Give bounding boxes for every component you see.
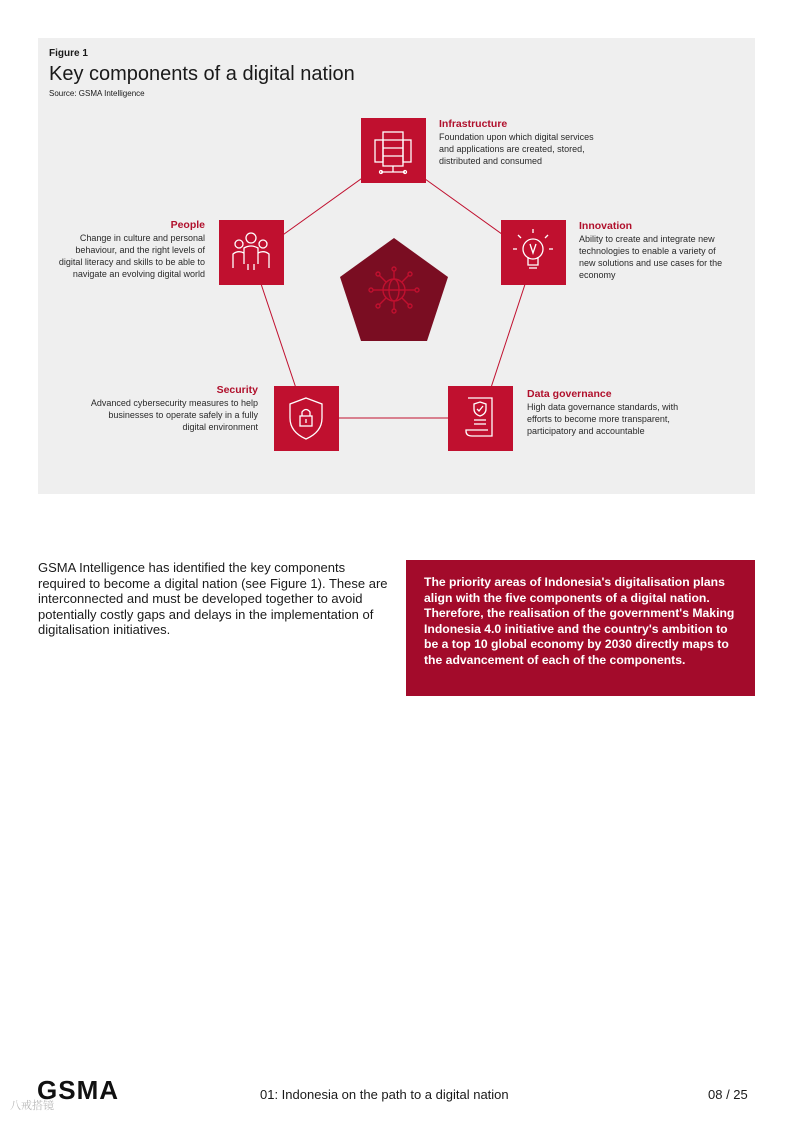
people-node — [219, 220, 284, 285]
callout-box — [406, 560, 755, 696]
server-rack-icon — [361, 118, 426, 183]
innovation-description — [579, 219, 729, 281]
globe-network-icon — [369, 267, 419, 313]
people-group-icon — [219, 220, 284, 285]
shield-lock-icon — [274, 386, 339, 451]
infrastructure-title: Infrastructure — [439, 118, 508, 130]
security-title: Security — [216, 384, 258, 396]
infrastructure-node — [361, 118, 426, 183]
figure-title: Key components of a digital nation — [49, 63, 355, 85]
infrastructure-description — [439, 117, 599, 167]
infrastructure-text: Foundation upon which digital services and applications are created, stored, distributed and consumed — [439, 132, 594, 166]
innovation-title: Innovation — [579, 220, 633, 232]
data-governance-description — [527, 387, 692, 437]
people-text: Change in culture and personal behaviour, and the right levels of digital literacy and skills to be able to navigate an evolving digital world — [58, 233, 205, 279]
people-title: People — [170, 219, 205, 231]
lightbulb-icon — [501, 220, 566, 285]
security-text: Advanced cybersecurity measures to help businesses to operate safely in a fully digital environment — [90, 398, 258, 432]
security-description — [83, 383, 258, 433]
security-node — [274, 386, 339, 451]
center-globe-pentagon — [340, 238, 448, 341]
figure-panel — [38, 38, 755, 494]
innovation-node — [501, 220, 566, 285]
data-governance-text: High data governance standards, with efforts to become more transparent, participatory and accountable — [527, 402, 679, 436]
footer-section-title: 01: Indonesia on the path to a digital nation — [260, 1087, 509, 1102]
gsma-logo: GSMA — [37, 1075, 119, 1105]
document-shield-icon — [448, 386, 513, 451]
data-governance-node — [448, 386, 513, 451]
data-governance-title: Data governance — [527, 388, 612, 400]
innovation-text: Ability to create and integrate new technologies to enable a variety of new solutions and use cases for the economy — [579, 234, 723, 280]
body-paragraph: GSMA Intelligence has identified the key components required to become a digital nation (see Figure 1). These are interconnected and must be developed together to avoid potentially costly gaps and delays in the implementation of digitalisation initiatives. — [38, 560, 388, 637]
callout-text: The priority areas of Indonesia's digitalisation plans align with the five components of a digital nation. Therefore, the realisation of the government's Making Indonesia 4.0 initiative and the country's ambition to be a top 10 global economy by 2030 directly maps to the advancement of each of the components. — [424, 575, 735, 667]
figure-source: Source: GSMA Intelligence — [49, 89, 145, 98]
page-number: 08 / 25 — [708, 1087, 748, 1102]
watermark: 八戒搭镜 — [10, 1100, 54, 1112]
figure-label: Figure 1 — [49, 48, 88, 59]
people-description — [55, 218, 205, 280]
